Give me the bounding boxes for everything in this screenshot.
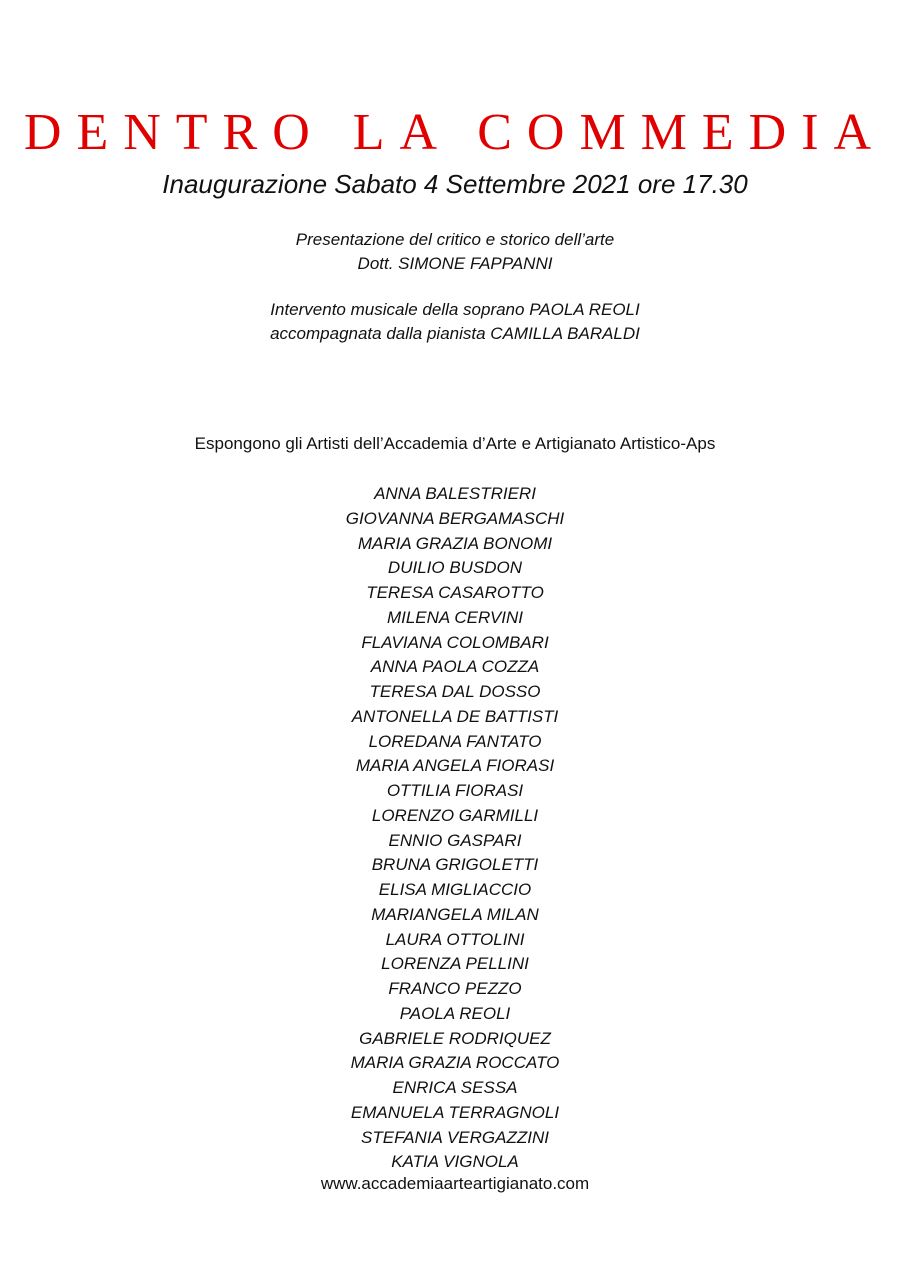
artist-name: LORENZO GARMILLI [371, 805, 539, 825]
artist-name: PAOLA REOLI [399, 1003, 511, 1023]
artist-name: EMANUELA TERRAGNOLI [350, 1102, 560, 1122]
artist-name: STEFANIA VERGAZZINI [361, 1127, 549, 1147]
artist-name: KATIA VIGNOLA [391, 1152, 519, 1172]
artist-name: ELISA MIGLIACCIO [378, 880, 532, 899]
artist-name: MARIA ANGELA FIORASI [355, 756, 555, 776]
artist-list [0, 482, 910, 1175]
artist-name: FRANCO PEZZO [388, 979, 522, 998]
artist-name: BRUNA GRIGOLETTI [371, 855, 539, 875]
artist-name: GIOVANNA BERGAMASCHI [345, 508, 565, 528]
artist-name: MARIANGELA MILAN [371, 904, 539, 924]
artist-name: MARIA GRAZIA ROCCATO [350, 1053, 560, 1073]
presentation-block [0, 228, 910, 276]
artist-name: FLAVIANA COLOMBARI [361, 632, 549, 652]
artist-name: TERESA CASAROTTO [366, 583, 544, 602]
artist-name: ANNA BALESTRIERI [374, 484, 536, 503]
pianist-text: accompagnata dalla pianista CAMILLA BARALDI [270, 324, 640, 343]
artist-name: LOREDANA FANTATO [368, 731, 542, 751]
artist-name: TERESA DAL DOSSO [369, 682, 541, 701]
music-intervention-text: Intervento musicale della soprano PAOLA REOLI [270, 300, 640, 319]
artist-name: LAURA OTTOLINI [385, 929, 525, 949]
artist-name: ANTONELLA DE BATTISTI [351, 706, 559, 726]
artist-name: DUILIO BUSDON [387, 558, 523, 578]
website-link[interactable]: www.accademiaarteartigianato.com [320, 1174, 590, 1193]
artist-name: ENRICA SESSA [392, 1078, 518, 1097]
artist-name: MARIA GRAZIA BONOMI [357, 533, 553, 553]
inauguration-date: Inaugurazione Sabato 4 Settembre 2021 ore 17.30 [162, 169, 748, 199]
presentation-text: Presentazione del critico e storico dell’arte [295, 230, 615, 249]
artist-name: LORENZA PELLINI [381, 954, 529, 974]
artist-name: ANNA PAOLA COZZA [370, 657, 540, 677]
exhibitors-intro: Espongono gli Artisti dell’Accademia d’Arte e Artigianato Artistico-Aps [194, 434, 716, 453]
poster-title: DENTRO LA COMMEDIA [23, 103, 887, 161]
artist-name: MILENA CERVINI [386, 607, 524, 627]
music-block [0, 298, 910, 346]
artist-name: ENNIO GASPARI [388, 830, 522, 850]
critic-name: Dott. SIMONE FAPPANNI [357, 254, 553, 273]
artist-name: OTTILIA FIORASI [386, 781, 524, 800]
artist-name: GABRIELE RODRIQUEZ [359, 1028, 551, 1048]
